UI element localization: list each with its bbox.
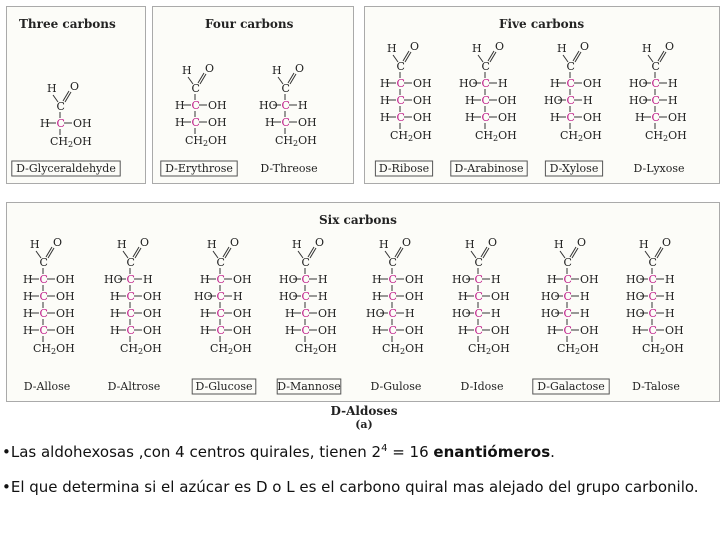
six-2-left-0: H [200, 273, 210, 286]
six-3-right-2: OH [318, 307, 337, 320]
five-0-right-1: OH [413, 94, 432, 107]
six-3-stereo-c-0: C [301, 273, 310, 286]
six-7-right-0: H [665, 273, 675, 286]
six-5-right-3: OH [491, 324, 510, 337]
five-2-ch2oh: CH2OH [560, 129, 602, 143]
five-3-stereo-c-1: C [651, 94, 660, 107]
six-2-right-1: H [233, 290, 243, 303]
four-1-left-1: H [265, 116, 275, 129]
six-0-left-3: H [23, 324, 33, 337]
six-2-left-1: HO [194, 290, 213, 303]
five-carbons-title: Five carbons [499, 17, 585, 31]
six-5-stereo-c-2: C [474, 307, 483, 320]
five-2-right-2: OH [583, 111, 602, 124]
six-1-stereo-c-1: C [126, 290, 135, 303]
six-5-left-2: HO [452, 307, 471, 320]
five-3-stereo-c-0: C [651, 77, 660, 90]
six-0-name: D-Allose [23, 380, 71, 393]
four-1-c1: C [281, 82, 290, 95]
six-7-right-3: OH [665, 324, 684, 337]
four-1-right-1: OH [298, 116, 317, 129]
six-3-stereo-c-2: C [301, 307, 310, 320]
bullet-enantiomers [2, 438, 722, 463]
five-1-aldehyde-o: O [495, 40, 505, 53]
five-1-right-1: OH [498, 94, 517, 107]
six-1-left-2: H [110, 307, 120, 320]
six-0-aldehyde-h: H [30, 238, 40, 251]
six-6-right-0: OH [580, 273, 599, 286]
six-5-left-1: H [458, 290, 468, 303]
six-7-ch2oh: CH2OH [642, 342, 684, 356]
six-5-aldehyde-o: O [488, 236, 498, 249]
six-1-right-3: OH [143, 324, 162, 337]
four-0-left-1: H [175, 116, 185, 129]
six-0-left-0: H [23, 273, 33, 286]
six-6-left-0: H [547, 273, 557, 286]
six-6-c1: C [563, 256, 572, 269]
five-2-stereo-c-0: C [566, 77, 575, 90]
six-2-stereo-c-1: C [216, 290, 225, 303]
six-5-stereo-c-1: C [474, 290, 483, 303]
five-2-aldehyde-o: O [580, 40, 590, 53]
six-2-left-2: H [200, 307, 210, 320]
four-1-ch2oh: CH2OH [275, 134, 317, 148]
six-5-ch2oh: CH2OH [468, 342, 510, 356]
five-2-left-1: HO [544, 94, 563, 107]
five-1-aldehyde-h: H [472, 42, 482, 55]
six-4-left-3: H [372, 324, 382, 337]
six-2-left-3: H [200, 324, 210, 337]
four-0-c1: C [191, 82, 200, 95]
six-2-c1: C [216, 256, 225, 269]
six-3-name: D-Mannose [277, 380, 341, 393]
figure-title: D-Aldoses [330, 404, 398, 418]
five-3-ch2oh: CH2OH [645, 129, 687, 143]
six-3-left-2: H [285, 307, 295, 320]
five-1-left-2: H [465, 111, 475, 124]
six-0-c1: C [39, 256, 48, 269]
three-0-stereo-c-0: C [56, 117, 65, 130]
six-6-right-2: H [580, 307, 590, 320]
five-3-right-2: OH [668, 111, 687, 124]
six-4-ch2oh: CH2OH [382, 342, 424, 356]
six-4-left-2: HO [366, 307, 385, 320]
six-0-left-1: H [23, 290, 33, 303]
five-2-right-0: OH [583, 77, 602, 90]
three-0-c1: C [56, 100, 65, 113]
six-4-c1: C [388, 256, 397, 269]
four-0-right-1: OH [208, 116, 227, 129]
five-2-aldehyde-h: H [557, 42, 567, 55]
six-1-right-1: OH [143, 290, 162, 303]
three-0-ch2oh: CH2OH [50, 135, 92, 149]
six-3-stereo-c-1: C [301, 290, 310, 303]
four-0-aldehyde-o: O [205, 62, 215, 75]
six-4-right-1: OH [405, 290, 424, 303]
six-0-aldehyde-o: O [53, 236, 63, 249]
six-1-left-1: H [110, 290, 120, 303]
five-2-right-1: H [583, 94, 593, 107]
four-0-ch2oh: CH2OH [185, 134, 227, 148]
five-0-left-0: H [380, 77, 390, 90]
four-0-aldehyde-h: H [182, 64, 192, 77]
five-1-stereo-c-2: C [481, 111, 490, 124]
six-2-ch2oh: CH2OH [210, 342, 252, 356]
six-1-c1: C [126, 256, 135, 269]
bullet-1-bold: enantiómeros [433, 443, 551, 461]
six-3-right-1: H [318, 290, 328, 303]
six-3-stereo-c-3: C [301, 324, 310, 337]
three-0-aldehyde-o: O [70, 80, 80, 93]
four-1-right-0: H [298, 99, 308, 112]
six-7-right-2: H [665, 307, 675, 320]
six-7-left-3: H [632, 324, 642, 337]
five-3-aldehyde-o: O [665, 40, 675, 53]
five-2-c1: C [566, 60, 575, 73]
four-0-stereo-c-1: C [191, 116, 200, 129]
three-0-left-0: H [40, 117, 50, 130]
six-7-stereo-c-0: C [648, 273, 657, 286]
five-2-left-0: H [550, 77, 560, 90]
bullet-list [2, 438, 722, 498]
six-6-stereo-c-1: C [563, 290, 572, 303]
bullet-1-superscript: 4 [381, 443, 388, 454]
six-5-c1: C [474, 256, 483, 269]
six-7-left-1: HO [626, 290, 645, 303]
six-3-aldehyde-h: H [292, 238, 302, 251]
six-7-name: D-Talose [632, 380, 680, 393]
six-4-stereo-c-1: C [388, 290, 397, 303]
six-4-right-3: OH [405, 324, 424, 337]
four-1-stereo-c-1: C [281, 116, 290, 129]
six-4-stereo-c-2: C [388, 307, 397, 320]
five-1-right-0: H [498, 77, 508, 90]
six-3-right-0: H [318, 273, 328, 286]
six-7-aldehyde-h: H [639, 238, 649, 251]
five-1-stereo-c-0: C [481, 77, 490, 90]
five-1-left-1: H [465, 94, 475, 107]
five-3-left-2: H [635, 111, 645, 124]
six-4-right-2: H [405, 307, 415, 320]
four-0-stereo-c-0: C [191, 99, 200, 112]
bullet-d-l: •El que determina si el azúcar es D o L es el carbono quiral mas alejado del grupo carbonilo. [2, 478, 699, 496]
six-4-aldehyde-o: O [402, 236, 412, 249]
six-4-stereo-c-3: C [388, 324, 397, 337]
five-0-stereo-c-1: C [396, 94, 405, 107]
six-6-right-1: H [580, 290, 590, 303]
six-1-right-2: OH [143, 307, 162, 320]
five-0-name: D-Ribose [378, 162, 430, 175]
six-6-aldehyde-h: H [554, 238, 564, 251]
six-5-right-2: H [491, 307, 501, 320]
six-1-stereo-c-2: C [126, 307, 135, 320]
five-2-stereo-c-2: C [566, 111, 575, 124]
six-5-name: D-Idose [460, 380, 504, 393]
six-2-stereo-c-3: C [216, 324, 225, 337]
six-1-aldehyde-h: H [117, 238, 127, 251]
six-1-left-3: H [110, 324, 120, 337]
four-1-aldehyde-h: H [272, 64, 282, 77]
six-3-ch2oh: CH2OH [295, 342, 337, 356]
six-4-left-0: H [372, 273, 382, 286]
six-7-aldehyde-o: O [662, 236, 672, 249]
six-3-right-3: OH [318, 324, 337, 337]
six-6-stereo-c-3: C [563, 324, 572, 337]
five-0-stereo-c-2: C [396, 111, 405, 124]
four-1-aldehyde-o: O [295, 62, 305, 75]
four-1-stereo-c-0: C [281, 99, 290, 112]
six-carbons-title: Six carbons [319, 213, 397, 227]
three-0-name: D-Glyceraldehyde [16, 162, 116, 175]
six-0-left-2: H [23, 307, 33, 320]
six-5-stereo-c-0: C [474, 273, 483, 286]
bullet-1-text: •Las aldohexosas ,con 4 centros quirales, tienen 2 [2, 443, 382, 461]
five-2-left-2: H [550, 111, 560, 124]
five-3-name: D-Lyxose [633, 162, 685, 175]
six-5-left-3: H [458, 324, 468, 337]
six-2-right-3: OH [233, 324, 252, 337]
six-5-stereo-c-3: C [474, 324, 483, 337]
six-2-right-0: OH [233, 273, 252, 286]
six-4-name: D-Gulose [370, 380, 422, 393]
six-7-right-1: H [665, 290, 675, 303]
six-6-right-3: OH [580, 324, 599, 337]
five-0-right-0: OH [413, 77, 432, 90]
five-0-stereo-c-0: C [396, 77, 405, 90]
four-1-left-0: HO [259, 99, 278, 112]
five-3-aldehyde-h: H [642, 42, 652, 55]
six-6-name: D-Galactose [537, 380, 605, 393]
six-1-ch2oh: CH2OH [120, 342, 162, 356]
six-6-left-3: H [547, 324, 557, 337]
six-0-right-1: OH [56, 290, 75, 303]
five-1-left-0: HO [459, 77, 478, 90]
five-3-c1: C [651, 60, 660, 73]
five-0-right-2: OH [413, 111, 432, 124]
four-0-left-0: H [175, 99, 185, 112]
bullet-1-equals: = 16 [387, 443, 434, 461]
five-2-stereo-c-1: C [566, 94, 575, 107]
five-0-ch2oh: CH2OH [390, 129, 432, 143]
six-6-stereo-c-2: C [563, 307, 572, 320]
six-7-stereo-c-1: C [648, 290, 657, 303]
five-1-stereo-c-1: C [481, 94, 490, 107]
six-3-aldehyde-o: O [315, 236, 325, 249]
six-2-stereo-c-2: C [216, 307, 225, 320]
six-6-aldehyde-o: O [577, 236, 587, 249]
six-7-stereo-c-3: C [648, 324, 657, 337]
five-0-aldehyde-o: O [410, 40, 420, 53]
six-3-left-1: HO [279, 290, 298, 303]
three-carbons-title: Three carbons [19, 17, 116, 31]
six-1-aldehyde-o: O [140, 236, 150, 249]
bullet-1-end: . [550, 443, 555, 461]
six-2-aldehyde-o: O [230, 236, 240, 249]
four-carbons-title: Four carbons [205, 17, 294, 31]
five-2-name: D-Xylose [549, 162, 599, 175]
six-0-stereo-c-2: C [39, 307, 48, 320]
five-1-c1: C [481, 60, 490, 73]
six-0-ch2oh: CH2OH [33, 342, 75, 356]
six-6-stereo-c-0: C [563, 273, 572, 286]
six-3-left-3: H [285, 324, 295, 337]
six-0-right-3: OH [56, 324, 75, 337]
five-1-name: D-Arabinose [454, 162, 524, 175]
six-6-left-2: HO [541, 307, 560, 320]
six-7-left-0: HO [626, 273, 645, 286]
five-3-stereo-c-2: C [651, 111, 660, 124]
six-6-ch2oh: CH2OH [557, 342, 599, 356]
six-4-left-1: H [372, 290, 382, 303]
three-0-aldehyde-h: H [47, 82, 57, 95]
six-5-right-0: H [491, 273, 501, 286]
six-0-stereo-c-0: C [39, 273, 48, 286]
six-7-stereo-c-2: C [648, 307, 657, 320]
five-1-right-2: OH [498, 111, 517, 124]
six-2-aldehyde-h: H [207, 238, 217, 251]
six-0-stereo-c-3: C [39, 324, 48, 337]
six-4-aldehyde-h: H [379, 238, 389, 251]
six-1-stereo-c-3: C [126, 324, 135, 337]
six-0-stereo-c-1: C [39, 290, 48, 303]
six-1-right-0: H [143, 273, 153, 286]
six-5-aldehyde-h: H [465, 238, 475, 251]
six-3-c1: C [301, 256, 310, 269]
five-3-left-0: HO [629, 77, 648, 90]
six-3-left-0: HO [279, 273, 298, 286]
six-6-left-1: HO [541, 290, 560, 303]
three-0-right-0: OH [73, 117, 92, 130]
figure-sub: (a) [355, 418, 373, 431]
five-0-left-2: H [380, 111, 390, 124]
six-2-right-2: OH [233, 307, 252, 320]
six-2-stereo-c-0: C [216, 273, 225, 286]
five-1-ch2oh: CH2OH [475, 129, 517, 143]
four-0-name: D-Erythrose [165, 162, 233, 175]
four-1-name: D-Threose [260, 162, 318, 175]
six-0-right-0: OH [56, 273, 75, 286]
five-3-left-1: HO [629, 94, 648, 107]
five-3-right-1: H [668, 94, 678, 107]
four-0-right-0: OH [208, 99, 227, 112]
six-4-right-0: OH [405, 273, 424, 286]
six-2-name: D-Glucose [195, 380, 253, 393]
six-5-right-1: OH [491, 290, 510, 303]
five-0-left-1: H [380, 94, 390, 107]
six-1-left-0: HO [104, 273, 123, 286]
five-3-right-0: H [668, 77, 678, 90]
five-0-c1: C [396, 60, 405, 73]
six-0-right-2: OH [56, 307, 75, 320]
six-7-c1: C [648, 256, 657, 269]
six-1-stereo-c-0: C [126, 273, 135, 286]
six-4-stereo-c-0: C [388, 273, 397, 286]
five-0-aldehyde-h: H [387, 42, 397, 55]
six-5-left-0: HO [452, 273, 471, 286]
six-7-left-2: HO [626, 307, 645, 320]
six-1-name: D-Altrose [107, 380, 161, 393]
